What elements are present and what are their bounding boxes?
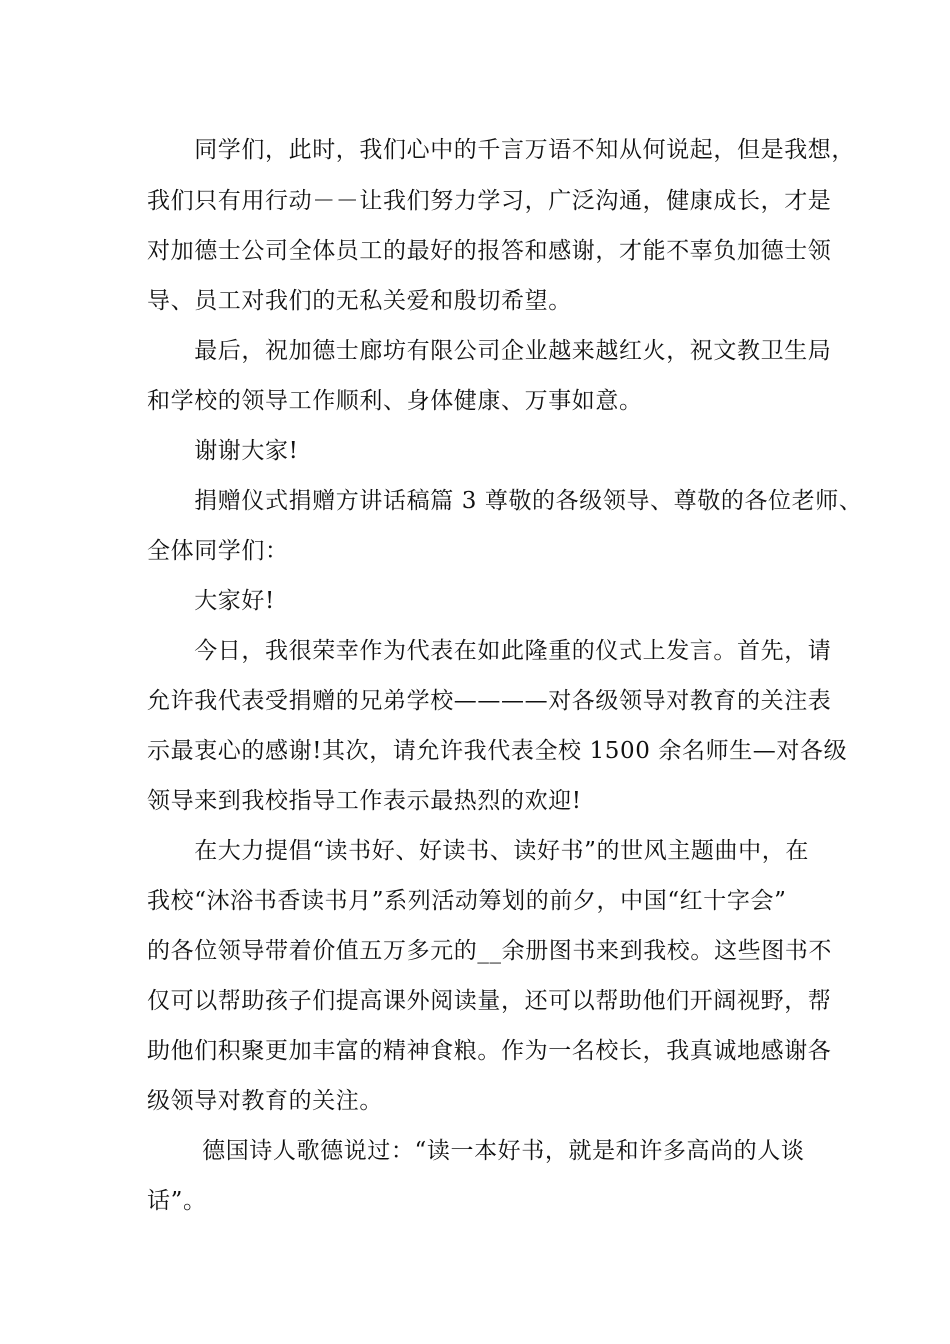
paragraph-6-line-1: 今日，我很荣幸作为代表在如此隆重的仪式上发言。首先，请 xyxy=(147,638,832,664)
paragraph-7-line-2: 我校“沐浴书香读书月”系列活动筹划的前夕，中国“红十字会” xyxy=(147,888,787,914)
paragraph-1-line-1: 同学们，此时，我们心中的千言万语不知从何说起，但是我想， xyxy=(147,137,855,163)
paragraph-4-line-2: 全体同学们： xyxy=(147,538,289,564)
paragraph-7-line-4: 仅可以帮助孩子们提高课外阅读量，还可以帮助他们开阔视野，帮 xyxy=(147,988,832,1014)
paragraph-7-line-3: 的各位领导带着价值五万多元的__余册图书来到我校。这些图书不 xyxy=(147,938,832,964)
paragraph-1-line-2: 我们只有用行动－－让我们努力学习，广泛沟通，健康成长，才是 xyxy=(147,188,832,214)
paragraph-1-line-4: 导、员工对我们的无私关爱和殷切希望。 xyxy=(147,288,572,314)
paragraph-7-line-5: 助他们积聚更加丰富的精神食粮。作为一名校长，我真诚地感谢各 xyxy=(147,1038,832,1064)
paragraph-4-line-1: 捐赠仪式捐赠方讲话稿篇 3 尊敬的各级领导、尊敬的各位老师、 xyxy=(147,488,863,514)
paragraph-5-line-1: 大家好! xyxy=(147,588,275,614)
paragraph-8-line-1: 德国诗人歌德说过：“读一本好书，就是和许多高尚的人谈 xyxy=(147,1138,805,1164)
paragraph-2-line-1: 最后，祝加德士廊坊有限公司企业越来越红火，祝文教卫生局 xyxy=(147,338,832,364)
paragraph-6-line-4: 领导来到我校指导工作表示最热烈的欢迎! xyxy=(147,788,582,814)
paragraph-7-line-6: 级领导对教育的关注。 xyxy=(147,1088,383,1114)
paragraph-7-line-1: 在大力提倡“读书好、好读书、读好书”的世风主题曲中，在 xyxy=(147,838,809,864)
paragraph-1-line-3: 对加德士公司全体员工的最好的报答和感谢，才能不辜负加德士领 xyxy=(147,238,832,264)
paragraph-6-line-2: 允许我代表受捐赠的兄弟学校————对各级领导对教育的关注表 xyxy=(147,688,832,714)
paragraph-6-line-3: 示最衷心的感谢!其次，请允许我代表全校 1500 余名师生—对各级 xyxy=(147,738,848,764)
paragraph-3-line-1: 谢谢大家! xyxy=(147,438,299,464)
paragraph-2-line-2: 和学校的领导工作顺利、身体健康、万事如意。 xyxy=(147,388,643,414)
paragraph-8-line-2: 话”。 xyxy=(147,1188,207,1214)
